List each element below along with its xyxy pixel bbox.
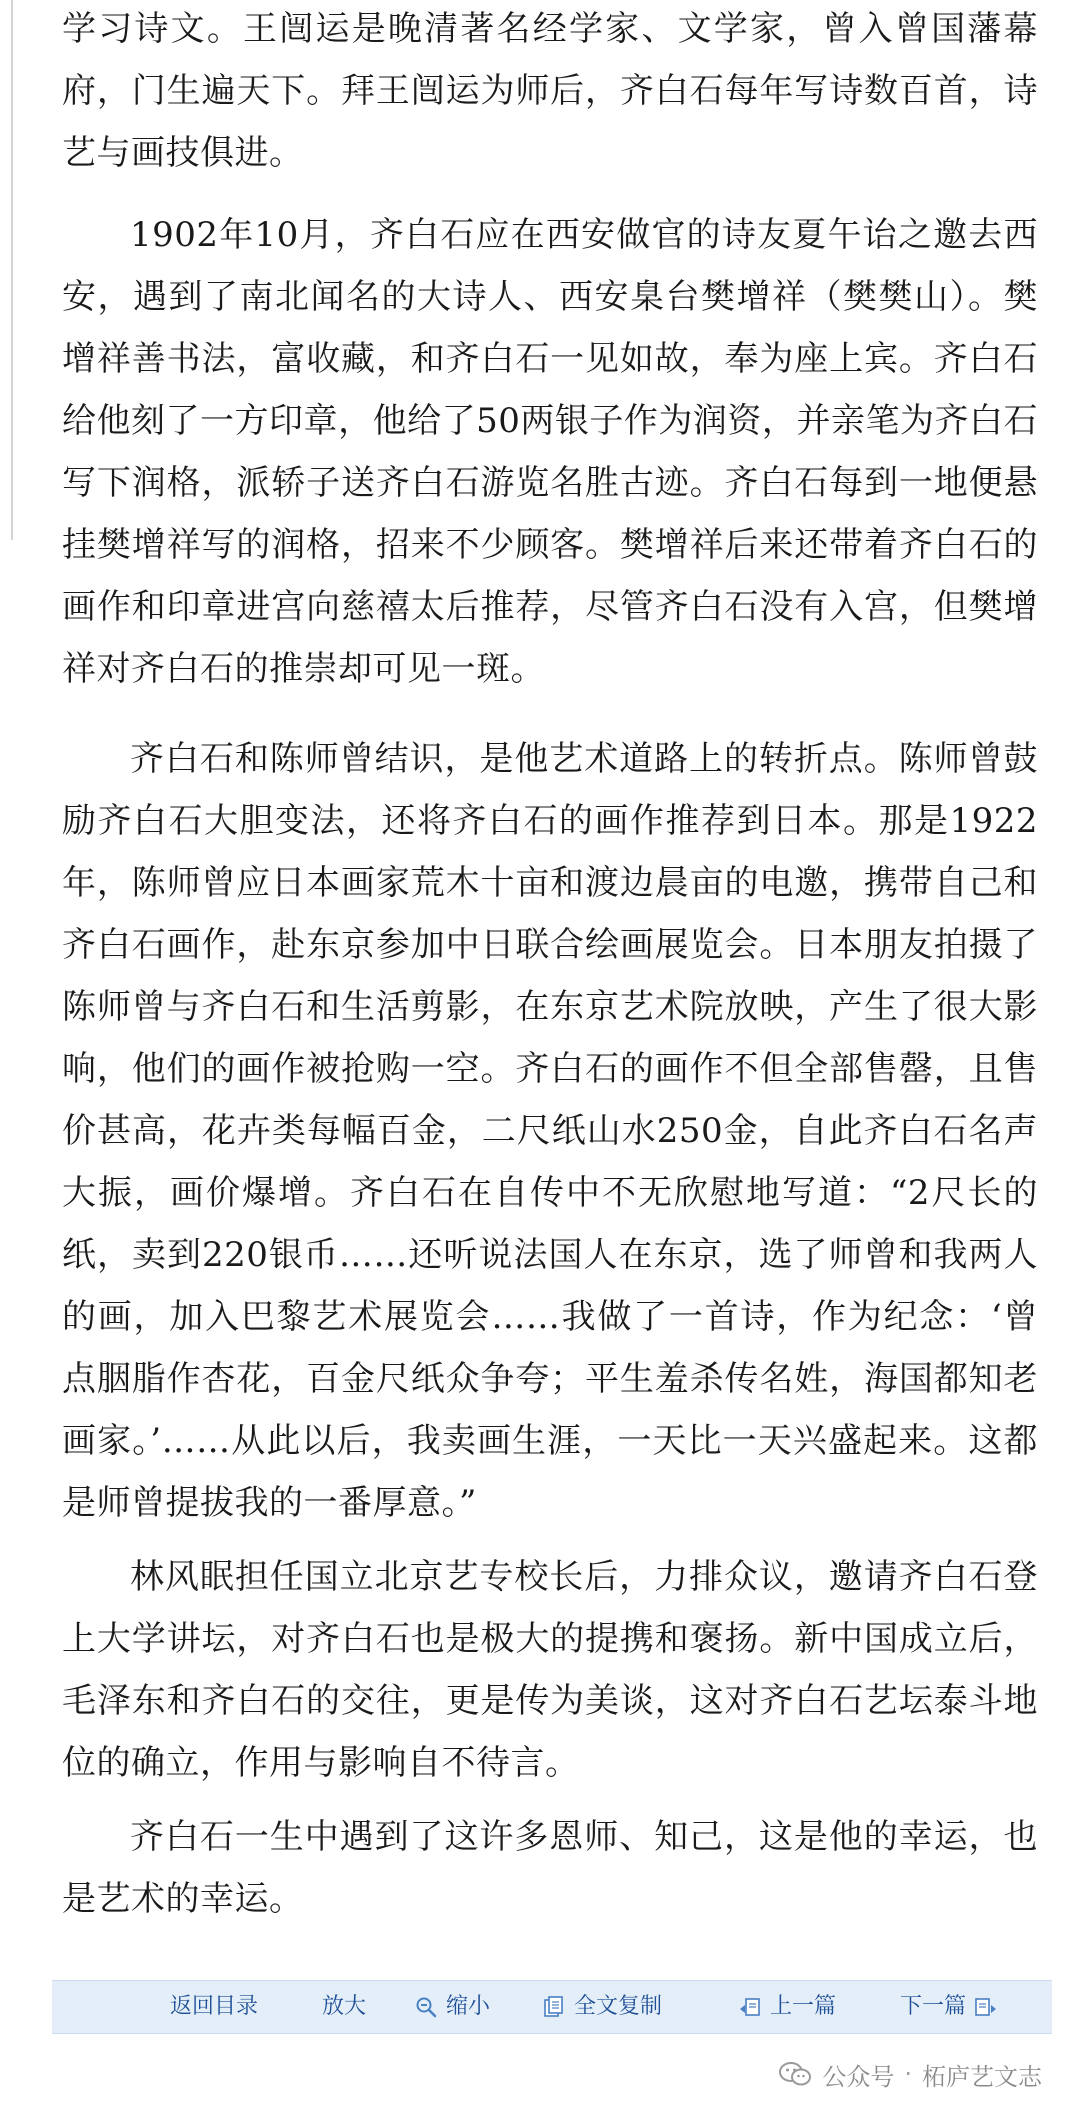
copy-document-icon [542, 1995, 566, 2019]
article-paragraph-5: 齐白石一生中遇到了这许多恩师、知己，这是他的幸运，也是艺术的幸运。 [62, 1817, 1038, 1919]
account-name: 柘庐艺文志 [922, 2062, 1042, 2091]
next-page-icon [974, 1995, 998, 2019]
left-border-line [11, 0, 13, 540]
previous-article-link[interactable] [738, 1981, 836, 2033]
article-paragraph-4: 林风眠担任国立北京艺专校长后，力排众议，邀请齐白石登上大学讲坛，对齐白石也是极大的提携和褒扬。新中国成立后，毛泽东和齐白石的交往，更是传为美谈，这对齐白石艺坛泰斗地位的确立，作用与影响自不待言。 [62, 1557, 1038, 1783]
magnifier-minus-icon [414, 1995, 438, 2019]
wechat-icon [778, 2060, 812, 2088]
wechat-account-watermark [778, 2052, 1042, 2096]
previous-article-label: 上一篇 [770, 1994, 837, 2019]
article-paragraph-2: 1902年10月，齐白石应在西安做官的诗友夏午诒之邀去西安，遇到了南北闻名的大诗人、西安臬台樊增祥（樊樊山）。樊增祥善书法，富收藏，和齐白石一见如故，奉为座上宾。齐白石给他刻了一方印章，他给了50两银子作为润资，并亲笔为齐白石写下润格，派轿子送齐白石游览名胜古迹。齐白石每到一地便悬挂樊增祥写的润格，招来不少顾客。樊增祥后来还带着齐白石的画作和印章进宫向慈禧太后推荐，尽管齐白石没有入宫，但樊增祥对齐白石的推崇却可见一斑。 [62, 215, 1038, 689]
zoom-in-label: 放大 [322, 1994, 367, 2019]
copy-full-text-link[interactable] [542, 1981, 662, 2033]
reader-toolbar [52, 1980, 1052, 2034]
next-article-label: 下一篇 [900, 1994, 967, 2019]
article-paragraph-1: 学习诗文。王闿运是晚清著名经学家、文学家，曾入曾国藩幕府，门生遍天下。拜王闿运为师后，齐白石每年写诗数百首，诗艺与画技俱进。 [62, 9, 1038, 173]
article-paragraph-3: 齐白石和陈师曾结识，是他艺术道路上的转折点。陈师曾鼓励齐白石大胆变法，还将齐白石的画作推荐到日本。那是1922年，陈师曾应日本画家荒木十亩和渡边晨亩的电邀，携带自己和齐白石画作，赴东京参加中日联合绘画展览会。日本朋友拍摄了陈师曾与齐白石和生活剪影，在东京艺术院放映，产生了很大影响，他们的画作被抢购一空。齐白石的画作不但全部售罄，且售价甚高，花卉类每幅百金，二尺纸山水250金，自此齐白石名声大振，画价爆增。齐白石在自传中不无欣慰地写道：“2尺长的纸，卖到220银币……还听说法国人在东京，选了师曾和我两人的画，加入巴黎艺术展览会……我做了一首诗，作为纪念：‘曾点胭脂作杏花，百金尺纸众争夸；平生羞杀传名姓，海国都知老画家。’……从此以后，我卖画生涯，一天比一天兴盛起来。这都是师曾提拔我的一番厚意。” [62, 739, 1038, 1523]
platform-label: 公众号 [822, 2062, 895, 2091]
previous-page-icon [738, 1995, 762, 2019]
back-to-contents-label: 返回目录 [170, 1994, 259, 2019]
copy-full-text-label: 全文复制 [574, 1994, 663, 2019]
back-to-contents-link[interactable] [170, 1981, 258, 2033]
zoom-in-link[interactable] [322, 1981, 366, 2033]
next-article-link[interactable] [900, 1981, 998, 2033]
footer-separator: · [904, 2060, 912, 2088]
zoom-out-label: 缩小 [446, 1994, 491, 2019]
zoom-out-link[interactable] [414, 1981, 490, 2033]
